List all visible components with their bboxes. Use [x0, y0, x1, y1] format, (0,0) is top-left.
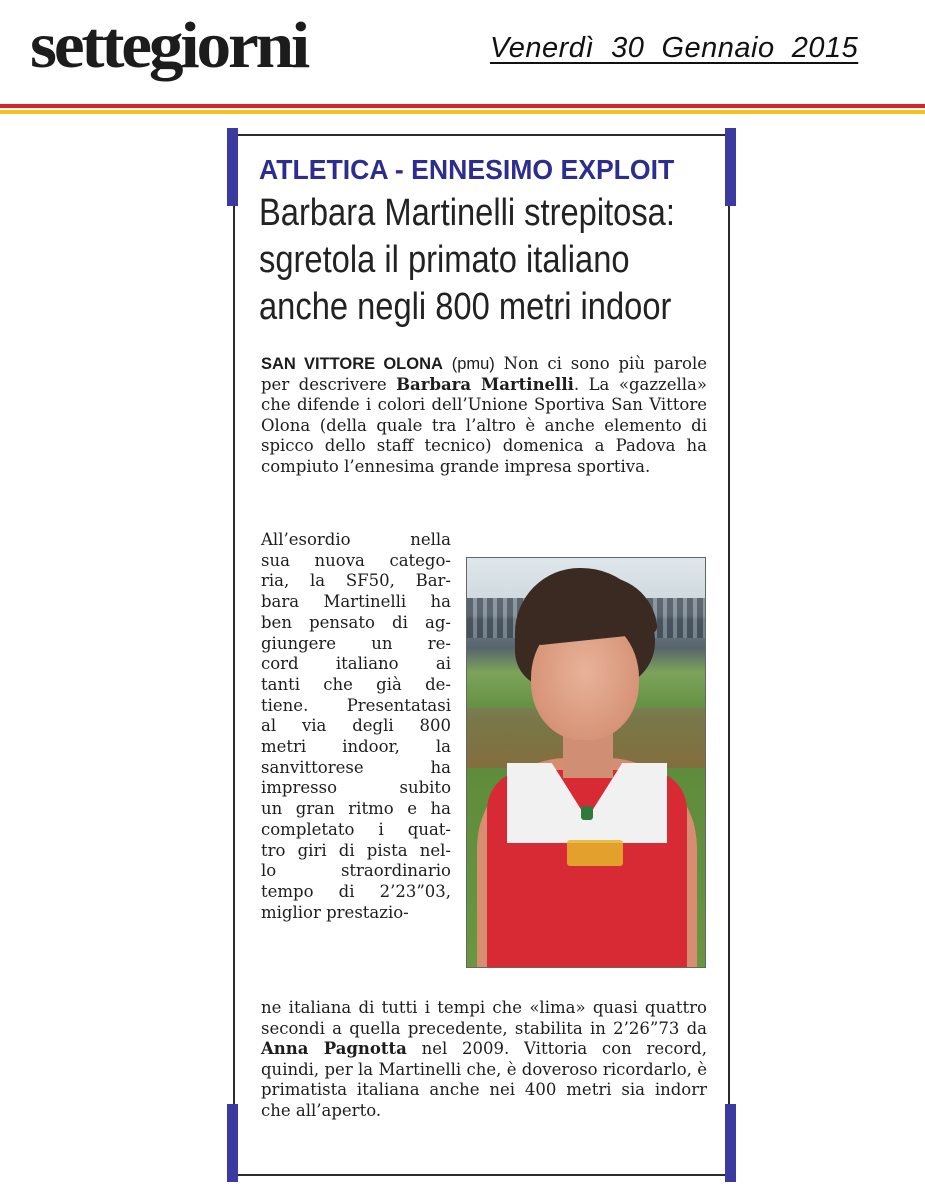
- column-line: al via degli 800: [261, 716, 451, 736]
- column-line: impresso subito: [261, 778, 451, 798]
- tail-text: ne italiana di tutti i tempi che «lima» quasi quattro secondi a quella precedente, stabilita in 2’26”73 da: [261, 998, 707, 1038]
- lead-text: . La «gazzella» che difende i colori dell’Unione Sportiva San Vittore Olona (della quale tra l’altro è anche elemento di spicco dello staff tecnico) domenica a Padova ha compiuto l’ennesima grande impresa sportiva.: [261, 374, 707, 476]
- masthead-logo: settegiorni: [30, 9, 308, 82]
- photo-club-logo: [567, 840, 623, 866]
- column-line: tempo di 2’23”03,: [261, 881, 451, 901]
- column-line: completato i quat-: [261, 819, 451, 839]
- author-signature: (pmu): [451, 355, 495, 373]
- column-line: sua nuova catego-: [261, 550, 451, 570]
- article-closing-paragraph: [261, 998, 707, 1122]
- article-kicker: ATLETICA - ENNESIMO EXPLOIT: [259, 154, 675, 185]
- column-line: giungere un re-: [261, 633, 451, 653]
- headline-line: sgretola il primato italiano: [259, 239, 630, 281]
- column-line: ria, la SF50, Bar-: [261, 571, 451, 591]
- column-line: sanvittorese ha: [261, 757, 451, 777]
- column-line: bara Martinelli ha: [261, 592, 451, 612]
- athlete-photo: [466, 557, 706, 968]
- corner-mark-top-left: [227, 128, 238, 206]
- issue-date: Venerdì 30 Gennaio 2015: [490, 32, 859, 64]
- article-lead-paragraph: [261, 354, 707, 478]
- article-box: [233, 134, 730, 1176]
- column-line: ben pensato di ag-: [261, 612, 451, 632]
- article-headline: [259, 190, 675, 331]
- rival-name: Anna Pagnotta: [261, 1039, 407, 1059]
- photo-pendant: [581, 806, 593, 820]
- headline-line: anche negli 800 metri indoor: [259, 286, 672, 328]
- column-line: tro giri di pista nel-: [261, 840, 451, 860]
- header-rule-yellow: [0, 110, 925, 114]
- column-line: lo straordinario: [261, 861, 451, 881]
- column-line: tiene. Presentatasi: [261, 695, 451, 715]
- athlete-name: Barbara Martinelli: [396, 374, 574, 394]
- corner-mark-top-right: [725, 128, 736, 206]
- article-narrow-column: [261, 530, 451, 923]
- column-line: miglior prestazio-: [261, 902, 409, 922]
- column-line: tanti che già de-: [261, 674, 451, 694]
- corner-mark-bottom-right: [725, 1104, 736, 1182]
- corner-mark-bottom-left: [227, 1104, 238, 1182]
- column-line: un gran ritmo e ha: [261, 799, 451, 819]
- column-line: All’esordio nella: [261, 530, 451, 549]
- header-rule-red: [0, 104, 925, 108]
- headline-line: Barbara Martinelli strepitosa:: [259, 192, 675, 234]
- tail-text: nel 2009. Vittoria con record, quindi, per la Martinelli che, è doveroso ricordarlo, è primatista italiana anche nei 400 metri sia indorr che all’aperto.: [261, 1039, 707, 1120]
- dateline-place: SAN VITTORE OLONA: [261, 355, 443, 373]
- lead-text: Non ci sono più parole per descrivere: [261, 354, 708, 394]
- column-line: cord italiano ai: [261, 654, 451, 674]
- column-line: metri indoor, la: [261, 737, 451, 757]
